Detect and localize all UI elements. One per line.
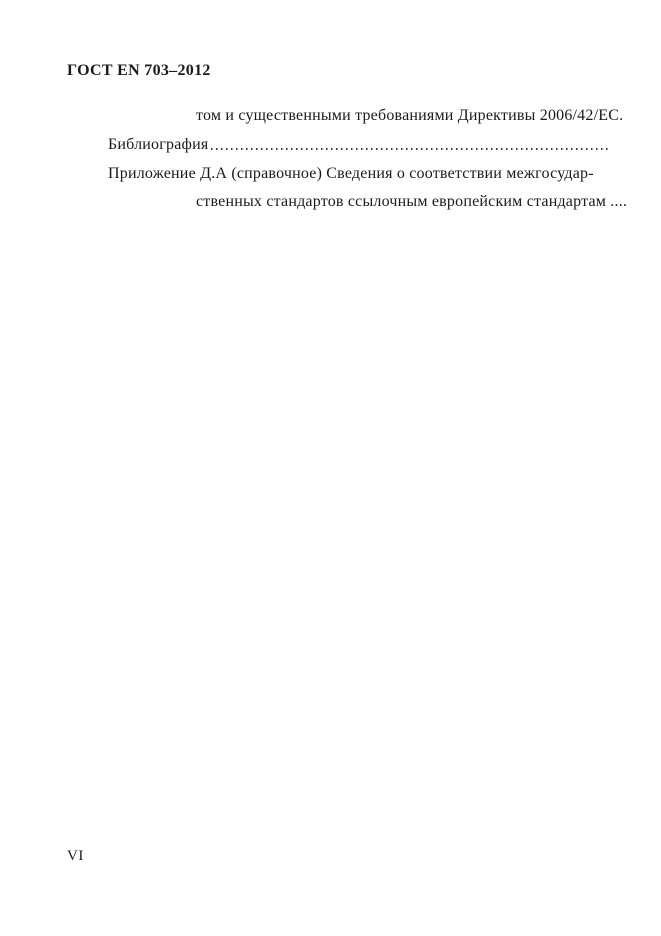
toc-entry-label: Библиография [108, 136, 209, 153]
toc-entry-appendix-da: Приложение Д.А (справочное) Сведения о соответствии межгосудар- [108, 165, 594, 182]
toc-line-continuation: ственных стандартов ссылочным европейским стандартам .... [196, 193, 628, 210]
dot-leader [211, 148, 608, 150]
toc-entry-bibliography [108, 136, 610, 154]
toc-line-continuation: том и существенными требованиями Директивы 2006/42/ЕС. [196, 107, 624, 124]
page-number: VI [67, 848, 84, 864]
document-header-title: ГОСТ EN 703–2012 [67, 62, 211, 79]
